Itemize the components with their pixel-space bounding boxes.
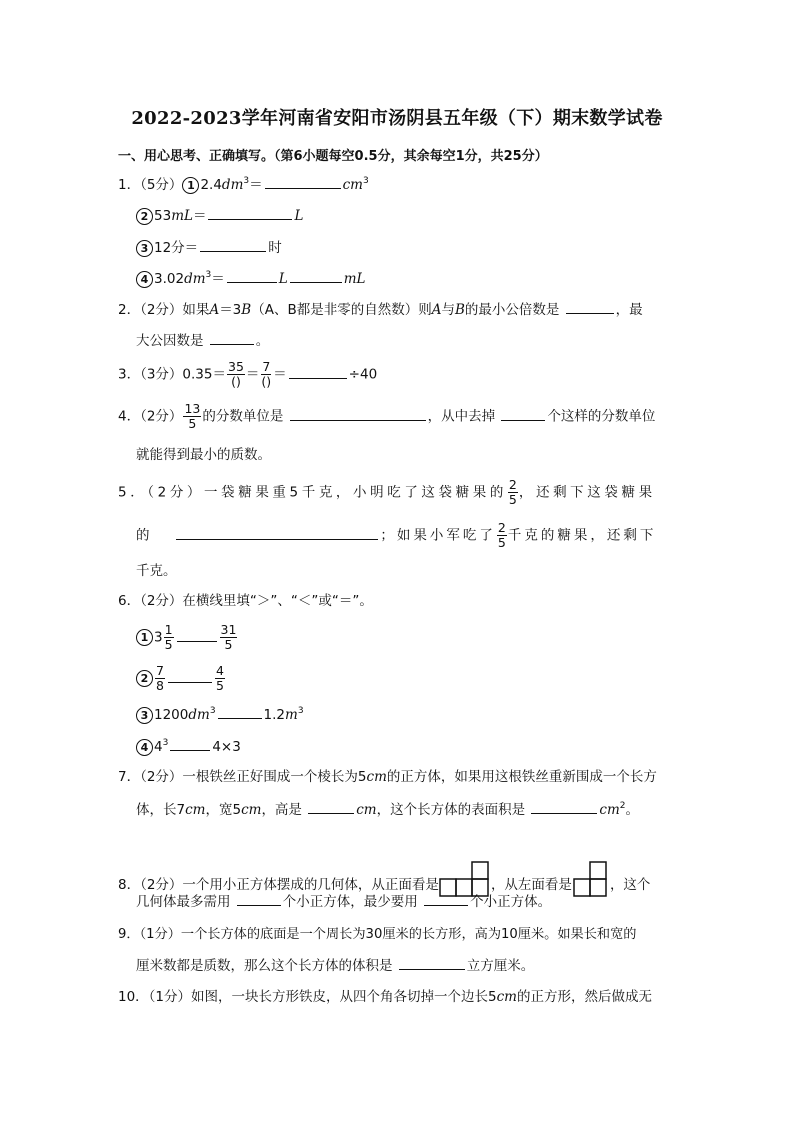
question-5: 5．（2分）一袋糖果重5千克，小明吃了这袋糖果的 $\frac{2}{5}$ ，还剩下这袋糖果 [118, 477, 656, 507]
question-6b [136, 664, 226, 693]
question-9: 9．（1分）一个长方体的底面是一个周长为30厘米的长方形，高为10厘米。如果长和宽的 [118, 927, 637, 942]
question-1d: 4 $3.02dm^3= L$ mL [136, 270, 366, 288]
answer-blank[interactable] [501, 408, 545, 421]
question-1c: 3 12分＝ 时 [136, 239, 282, 257]
answer-blank[interactable] [289, 366, 347, 379]
circled-number: 4 [136, 739, 153, 756]
answer-blank[interactable] [168, 670, 212, 683]
answer-blank[interactable] [208, 207, 292, 220]
answer-blank[interactable] [170, 738, 210, 751]
answer-blank[interactable] [290, 408, 426, 421]
fraction: $\frac{4}{5}$ [215, 663, 224, 693]
answer-blank[interactable] [177, 629, 217, 642]
question-7-line2: 体，长7cm，宽5cm，高是 cm，这个长方体的表面积是 $cm^2$。 [136, 801, 640, 818]
circled-number: 1 [182, 177, 199, 194]
question-4-line2: 就能得到最小的质数。 [136, 447, 271, 463]
fraction: $\frac{2}{5}$ [508, 477, 517, 507]
circled-number: 2 [136, 670, 153, 687]
question-5-line3: 千克。 [136, 563, 177, 579]
question-8: 8．（2分）一个用小正方体摆成的几何体，从正面看是 ，从左面看是 ，这个 [118, 860, 650, 894]
answer-blank[interactable] [210, 332, 254, 345]
answer-blank[interactable] [237, 893, 281, 906]
answer-blank[interactable] [399, 957, 465, 970]
circled-number: 1 [136, 629, 153, 646]
question-6d: 4 $4^3$ 4×3 [136, 738, 241, 756]
fraction: $\frac{31}{5}$ [220, 622, 237, 652]
question-2: 2．（2分）如果A＝3B（A、B都是非零的自然数）则A与B的最小公倍数是 ，最 [118, 302, 643, 318]
question-1: 1．（5分） 1 $2.4dm^3= cm^3$ [118, 176, 369, 193]
answer-blank[interactable] [265, 176, 341, 189]
answer-blank[interactable] [308, 801, 354, 814]
question-3: 3．（3分）0.35＝ $\frac{35}{()}$ ＝ $\frac{7}{()}$ ＝ ÷40 [118, 359, 378, 389]
circled-number: 3 [136, 707, 153, 724]
circled-number: 4 [136, 271, 153, 288]
answer-blank[interactable] [200, 239, 266, 252]
answer-blank[interactable] [566, 301, 614, 314]
section-heading: 一、用心思考、正确填写。（第6小题每空0.5分，其余每空1分，共25分） [118, 149, 548, 164]
fraction: $\frac{35}{()}$ [228, 359, 244, 389]
answer-blank[interactable] [227, 270, 277, 283]
page-title: 2022-2023学年河南省安阳市汤阴县五年级（下）期末数学试卷 [131, 108, 663, 129]
circled-number: 3 [136, 240, 153, 257]
question-6a: 1 3 $\frac{1}{5}$ $\frac{31}{5}$ [136, 623, 238, 652]
fraction: $\frac{7}{()}$ [261, 359, 272, 389]
question-4: 4．（2分） $\frac{13}{5}$ 的分数单位是 ，从中去掉 个这样的分数单位 [118, 401, 656, 431]
question-7: 7．（2分）一根铁丝正好围成一个棱长为5cm的正方体，如果用这根铁丝重新围成一个长方 [118, 769, 657, 785]
question-10: 10．（1分）如图，一块长方形铁皮，从四个角各切掉一个边长5cm的正方形，然后做成无 [118, 989, 652, 1005]
question-1b: 2 53mL＝ L [136, 207, 303, 225]
question-6c: 3 $1200dm^3$ $1.2m^3$ [136, 706, 304, 724]
circled-number: 2 [136, 208, 153, 225]
question-5-line2: 的 ；如果小军吃了 $\frac{2}{5}$ 千克的糖果，还剩下 [136, 520, 657, 550]
question-8-line2: 几何体最多需用 个小正方体，最少要用 个小正方体。 [136, 894, 552, 910]
question-9-line2: 厘米数都是质数，那么这个长方体的体积是 立方厘米。 [136, 958, 535, 974]
answer-blank[interactable] [176, 527, 378, 540]
answer-blank[interactable] [290, 270, 342, 283]
question-2-line2: 大公因数是 。 [136, 333, 270, 349]
answer-blank[interactable] [424, 893, 468, 906]
question-6: 6．（2分）在横线里填“＞”、“＜”或“＝”。 [118, 593, 373, 609]
answer-blank[interactable] [531, 801, 597, 814]
fraction: $\frac{2}{5}$ [497, 520, 506, 550]
answer-blank[interactable] [218, 706, 262, 719]
left-view-figure [572, 860, 610, 898]
fraction: $\frac{7}{8}$ [156, 663, 164, 693]
fraction: $\frac{13}{5}$ [184, 401, 201, 431]
fraction: $\frac{1}{5}$ [164, 622, 173, 652]
